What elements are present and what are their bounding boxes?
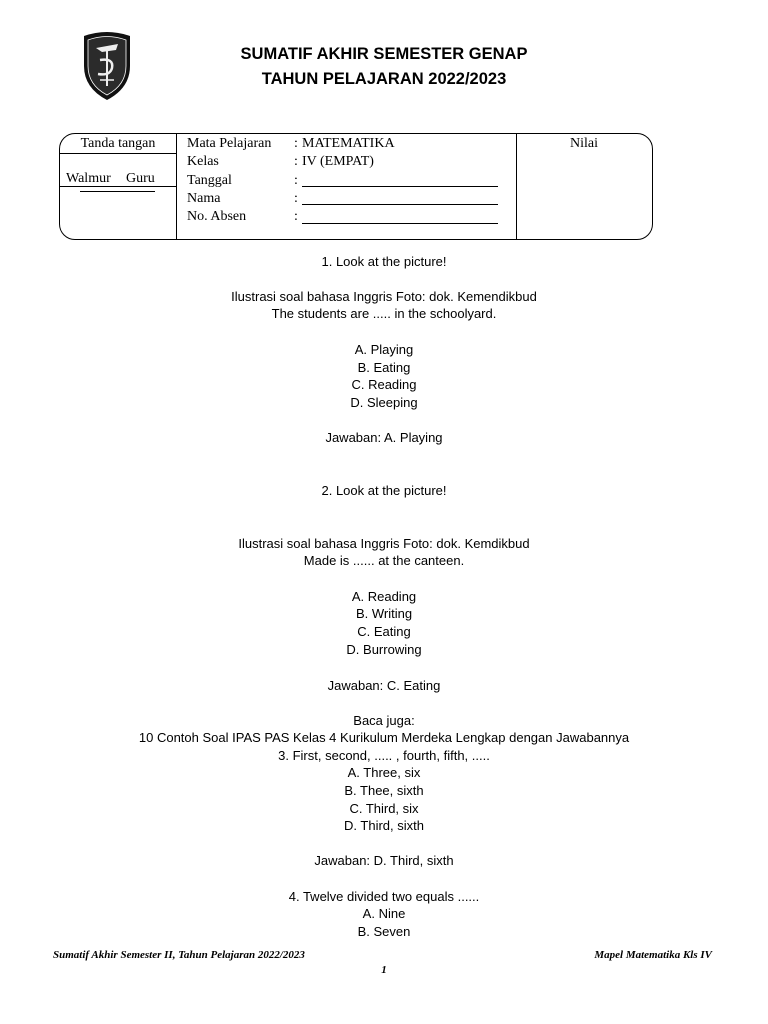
guru-label: Guru [126,171,155,186]
answer: Jawaban: C. Eating [327,678,441,693]
option: B. Writing [355,606,413,621]
option: B. Eating [357,360,411,375]
question-2: 2. Look at the picture! [321,483,447,498]
signature-line [80,191,155,192]
field-label-date: Tanggal [187,173,232,188]
answer: Jawaban: D. Third, sixth [314,853,454,868]
page-number: 1 [381,964,387,976]
field-label-class: Kelas [187,154,219,169]
exam-title: SUMATIF AKHIR SEMESTER GENAP [240,45,528,63]
field-value-subject: MATEMATIKA [302,136,395,151]
field-label-subject: Mata Pelajaran [187,136,272,151]
option: D. Third, sixth [344,818,424,833]
date-blank-line[interactable] [302,186,498,187]
question-text: Made is ...... at the canteen. [303,553,465,568]
divider [176,134,177,239]
student-identity-box [59,133,653,240]
field-colon: : [294,209,298,224]
option: A. Playing [354,342,414,357]
option: C. Eating [357,624,411,639]
name-blank-line[interactable] [302,204,498,205]
question-text: The students are ..... in the schoolyard. [271,306,497,321]
field-label-name: Nama [187,191,221,206]
answer: Jawaban: A. Playing [325,430,443,445]
option: B. Seven [357,924,411,939]
field-value-class: IV (EMPAT) [302,154,374,169]
see-also-label: Baca juga: [353,713,415,728]
question-4: 4. Twelve divided two equals ...... [288,889,480,904]
academic-year-title: TAHUN PELAJARAN 2022/2023 [261,70,507,88]
option: C. Third, six [349,801,419,816]
surabaya-crest-icon [78,30,136,102]
field-label-absen: No. Absen [187,209,247,224]
signature-heading: Tanda tangan [80,136,156,151]
score-label: Nilai [570,136,598,151]
see-also-link[interactable]: 10 Contoh Soal IPAS PAS Kelas 4 Kurikulum Merdeka Lengkap dengan Jawabannya [138,730,630,745]
walmur-label: Walmur [66,171,111,186]
absen-blank-line[interactable] [302,223,498,224]
option: A. Nine [362,906,406,921]
image-caption: Ilustrasi soal bahasa Inggris Foto: dok. Kemdikbud [238,536,530,551]
divider [60,153,176,154]
option: A. Reading [351,589,417,604]
option: B. Thee, sixth [344,783,424,798]
field-colon: : [294,136,298,151]
question-1: 1. Look at the picture! [321,254,447,269]
option: D. Sleeping [350,395,418,410]
footer-exam-info: Sumatif Akhir Semester II, Tahun Pelajaran 2022/2023 [53,949,305,961]
field-colon: : [294,173,298,188]
option: A. Three, six [347,765,421,780]
option: D. Burrowing [346,642,422,657]
field-colon: : [294,191,298,206]
question-3: 3. First, second, ..... , fourth, fifth, ..... [278,748,490,763]
option: C. Reading [351,377,417,392]
footer-subject-info: Mapel Matematika Kls IV [594,949,712,961]
image-caption: Ilustrasi soal bahasa Inggris Foto: dok. Kemendikbud [231,289,537,304]
field-colon: : [294,154,298,169]
